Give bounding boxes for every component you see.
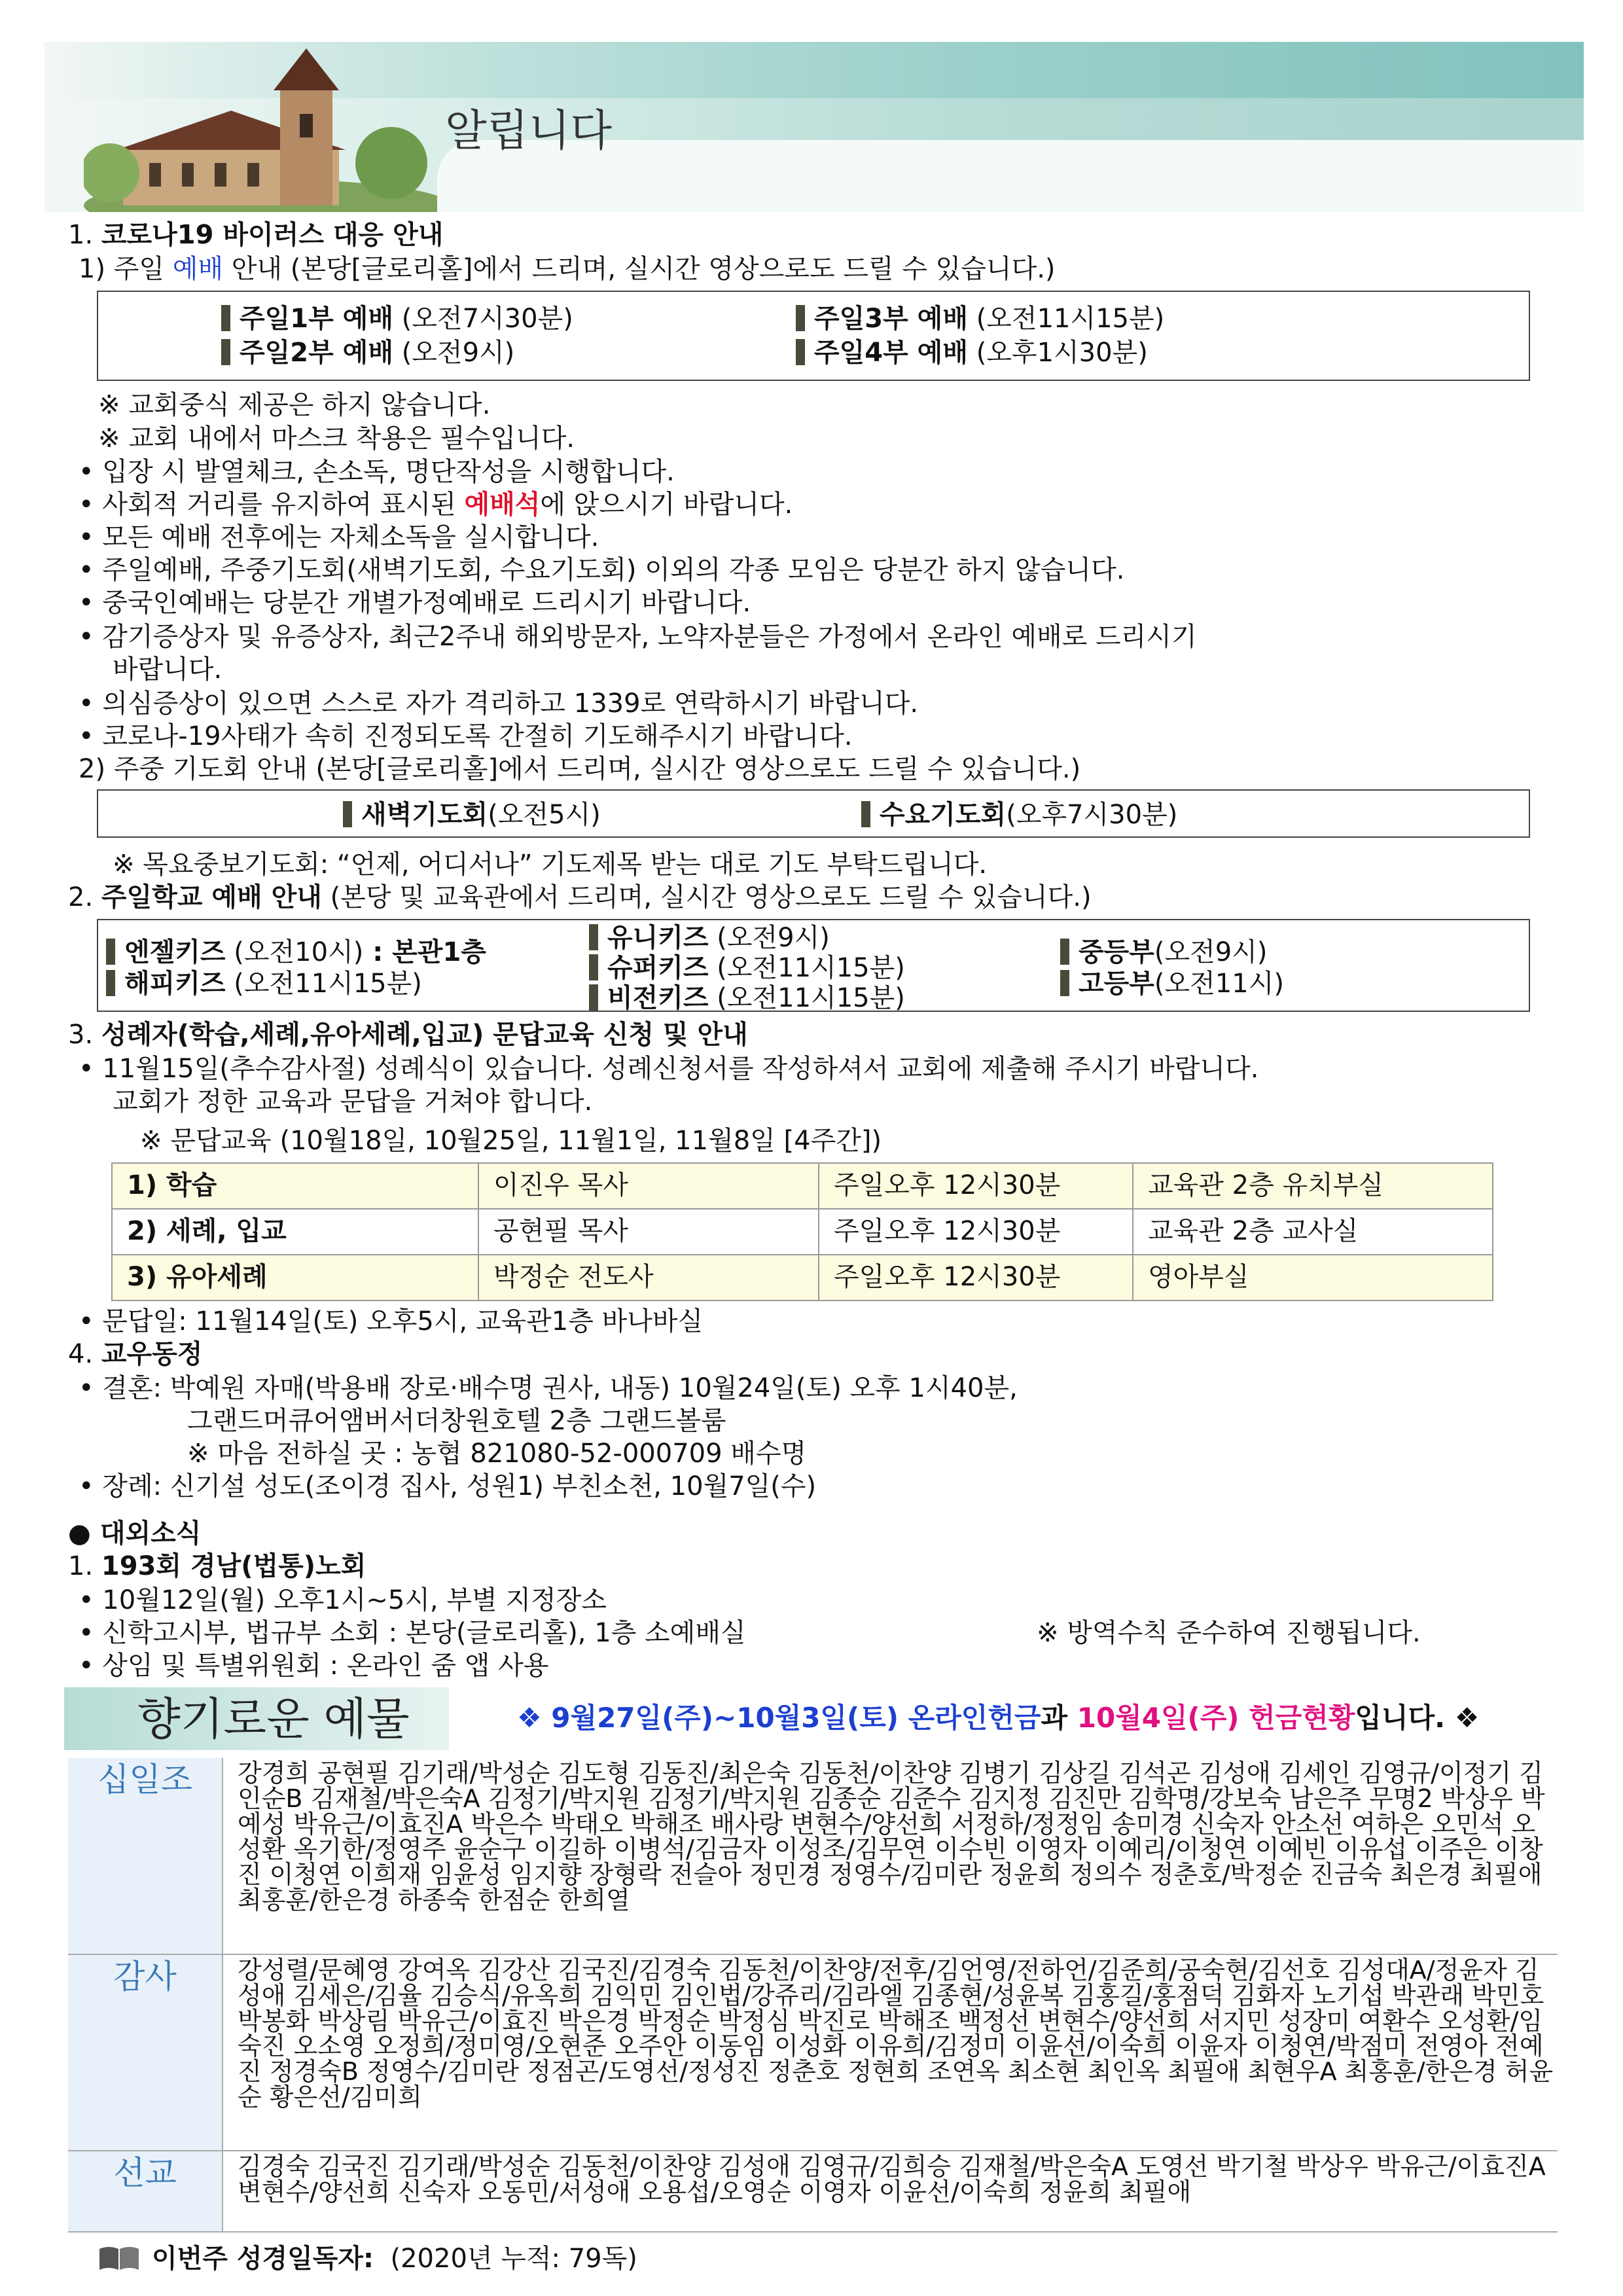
- note-text: ※ 문답교육 (10월18일, 10월25일, 11월1일, 11월8일 [4주간]): [140, 1126, 882, 1156]
- section-title: 코로나19 바이러스 대응 안내: [101, 220, 444, 250]
- sunday-service-subheading: 1) 주일 예배 안내 (본당[글로리홀]에서 드리며, 실시간 영상으로도 드릴 수 있습니다.): [79, 254, 1056, 284]
- square-bullet-icon: [589, 984, 598, 1011]
- service-item: 주일4부 예배 (오후1시30분): [796, 336, 1148, 370]
- bullet-text: • 11월15일(추수감사절) 성례식이 있습니다. 성례신청서를 작성하셔서 교회에 제출해 주시기 바랍니다.: [79, 1054, 1259, 1084]
- square-bullet-icon: [861, 801, 870, 827]
- dept-item: 중등부(오전9시): [1060, 936, 1268, 969]
- dept-item: 슈퍼키즈 (오전11시15분): [589, 952, 905, 985]
- square-bullet-icon: [589, 954, 598, 980]
- square-bullet-icon: [1060, 970, 1069, 996]
- section-1-heading: [68, 219, 443, 252]
- bullet-text: • 입장 시 발열체크, 손소독, 명단작성을 시행합니다.: [79, 457, 675, 487]
- note-text: ※ 교회 내에서 마스크 착용은 필수입니다.: [98, 423, 575, 454]
- dept-item: 비전키즈 (오전11시15분): [589, 982, 905, 1015]
- bullet-text: • 신학고시부, 법규부 소회 : 본당(글로리홀), 1층 소예배실: [79, 1618, 746, 1648]
- offering-table: [68, 1758, 1558, 2233]
- bullet-text: • 장례: 신기설 성도(조이경 집사, 성원1) 부친소천, 10월7일(수): [79, 1471, 817, 1501]
- table-row: 3) 유아세례 박정순 전도사 주일오후 12시30분 영아부실: [112, 1255, 1493, 1300]
- section-4-heading: 4. 교우동정: [68, 1339, 203, 1369]
- bullet-text: • 10월12일(월) 오후1시~5시, 부별 지정장소: [79, 1585, 607, 1615]
- bullet-text: • 주일예배, 주중기도회(새벽기도회, 수요기도회) 이외의 각종 모임은 당분간 하지 않습니다.: [79, 555, 1125, 585]
- external-news-heading: ● 대외소식: [68, 1518, 202, 1549]
- church-illustration: [84, 48, 450, 212]
- bullet-text: 그랜드머큐어앰버서더창원호텔 2층 그랜드볼룸: [187, 1406, 726, 1436]
- bullet-text: • 감기증상자 및 유증상자, 최근2주내 해외방문자, 노약자분들은 가정에서 온라인 예배로 드리시기: [79, 622, 1197, 652]
- header-banner: [45, 42, 1584, 212]
- bullet-text: • 코로나-19사태가 속히 진정되도록 간절히 기도해주시기 바랍니다.: [79, 721, 853, 751]
- offering-note: ❖ 9월27일(주)~10월3일(토) 온라인헌금과 10월4일(주) 헌금현황입니다. ❖: [517, 1702, 1480, 1734]
- square-bullet-icon: [796, 305, 805, 331]
- note-text: ※ 목요중보기도회: “언제, 어디서나” 기도제목 받는 대로 기도 부탁드립니다.: [113, 850, 988, 880]
- bullet-text: 바랍니다.: [113, 655, 223, 685]
- note-text: ※ 교회중식 제공은 하지 않습니다.: [98, 390, 491, 420]
- square-bullet-icon: [221, 305, 230, 331]
- bible-reading-line: 이번주 성경일독자: (2020년 누적: 79독): [98, 2242, 637, 2276]
- dept-item: 유니키즈 (오전9시): [589, 922, 830, 955]
- service-item: 주일2부 예배 (오전9시): [221, 336, 514, 370]
- square-bullet-icon: [343, 801, 352, 827]
- table-row: 1) 학습 이진우 목사 주일오후 12시30분 교육관 2층 유치부실: [112, 1163, 1493, 1209]
- bullet-text: • 문답일: 11월14일(토) 오후5시, 교육관1층 바나바실: [79, 1306, 704, 1336]
- square-bullet-icon: [221, 339, 230, 365]
- square-bullet-icon: [106, 939, 115, 965]
- bullet-text: • 모든 예배 전후에는 자체소독을 실시합니다.: [79, 522, 599, 552]
- education-table: [111, 1162, 1493, 1301]
- table-row: 감사 강성렬/문혜영 강여옥 김강산 김국진/김경숙 김동천/이찬양/전후/김언영/전하언/김준희/공숙현/김선호 김성대A/정윤자 김성애 김세은/김율 김승식/유옥희 김익민 김인법/강쥬리/김라엘 김종현/성윤복 김홍길/홍점덕 김화자 노기섭 박관래 박민호 박봉화 박상림 박유근/이효진 박은경 박정순 박정심 박진로 박해조 백정선 변현수/양선희 서지민 성장미 여환수 오성환/임숙진 오소영 오정희/정미영/오현준 오주안 이동임 이성화 이유희/김정미 이윤선/이숙희 이윤자 이청연/박점미 전영아 전예진 정경숙B 정영수/김미란 정점곤/도영선/정성진 정춘호 정현희 조연옥 최소현 최인옥 최필애 최현우A 최홍훈/한은경 허윤순 황은선/김미희: [68, 1954, 1558, 2151]
- square-bullet-icon: [106, 970, 115, 996]
- square-bullet-icon: [1060, 939, 1069, 965]
- bullet-text: • 상임 및 특별위원회 : 온라인 줌 앱 사용: [79, 1651, 549, 1681]
- table-row: 2) 세례, 입교 공현필 목사 주일오후 12시30분 교육관 2층 교사실: [112, 1209, 1493, 1255]
- note-text: ※ 방역수칙 준수하여 진행됩니다.: [1037, 1618, 1421, 1648]
- section-2-heading: 2. 주일학교 예배 안내 (본당 및 교육관에서 드리며, 실시간 영상으로도 드릴 수 있습니다.): [68, 882, 1092, 912]
- section-3-heading: 3. 성례자(학습,세례,유아세례,입교) 문답교육 신청 및 안내: [68, 1020, 748, 1050]
- dept-item: 엔젤키즈 (오전10시) : 본관1층: [106, 936, 486, 969]
- service-item: 주일1부 예배 (오전7시30분): [221, 302, 573, 336]
- square-bullet-icon: [589, 924, 598, 950]
- prayer-box: [97, 789, 1530, 838]
- dept-item: 해피키즈 (오전11시15분): [106, 967, 422, 1001]
- square-bullet-icon: [796, 339, 805, 365]
- section-number: 1.: [68, 220, 94, 250]
- prayer-item: 새벽기도회(오전5시): [343, 798, 601, 832]
- book-icon: [98, 2245, 140, 2271]
- bullet-text: • 의심증상이 있으면 스스로 자가 격리하고 1339로 연락하시기 바랍니다.: [79, 689, 919, 719]
- dept-item: 고등부(오전11시): [1060, 967, 1284, 1001]
- note-text: ※ 마음 전하실 곳 : 농협 821080-52-000709 배수명: [187, 1439, 807, 1469]
- table-row: 선교 김경숙 김국진 김기래/박성순 김동천/이찬양 김성애 김영규/김희승 김재철/박은숙A 도영선 박기철 박상우 박유근/이효진A 변현수/양선희 신숙자 오동민/서성애 오용섭/오영순 이영자 이윤선/이숙희 정윤희 최필애: [68, 2151, 1558, 2232]
- bullet-text: • 결혼: 박예원 자매(박용배 장로·배수명 권사, 내동) 10월24일(토) 오후 1시40분,: [79, 1373, 1018, 1403]
- bullet-text: • 사회적 거리를 유지하여 표시된 예배석에 앉으시기 바랍니다.: [79, 490, 793, 520]
- bullet-text: • 중국인예배는 당분간 개별가정예배로 드리시기 바랍니다.: [79, 588, 751, 618]
- external-subheading: 1. 193회 경남(법통)노회: [68, 1551, 366, 1581]
- page-title: 알립니다: [445, 105, 613, 156]
- prayer-item: 수요기도회(오후7시30분): [861, 798, 1177, 832]
- prayer-subheading: 2) 주중 기도회 안내 (본당[글로리홀]에서 드리며, 실시간 영상으로도 드릴 수 있습니다.): [79, 754, 1081, 784]
- table-row: 십일조 강경희 공현필 김기래/박성순 김도형 김동진/최은숙 김동천/이찬양 김병기 김상길 김석곤 김성애 김세인 김영규/이정기 김인순B 김재철/박은숙A 김정기/박지원 김정기/박지원 김종순 김준수 김지정 김진만 김학명/강보숙 남은주 무명2 박상우 박예성 박유근/이효진A 박은수 박태오 박해조 배사랑 변현수/양선희 서정하/정정임 송미경 신숙자 안소선 여하은 오민석 오성환 옥기한/정영주 윤순구 이길하 이병석/김금자 이성조/김무연 이수빈 이영자 이예리/이청연 이예빈 이유섭 이주은 이창진 이청연 이희재 임윤성 임지향 장형락 전슬아 정민경 정영수/김미란 정윤희 정의수 정춘호/박정순 진금숙 최은경 최필애 최홍훈/한은경 하종숙 한점순 한희열: [68, 1758, 1558, 1954]
- offering-title: 향기로운 예물: [137, 1694, 410, 1746]
- bullet-text: 교회가 정한 교육과 문답을 거쳐야 합니다.: [113, 1086, 593, 1117]
- service-item: 주일3부 예배 (오전11시15분): [796, 302, 1164, 336]
